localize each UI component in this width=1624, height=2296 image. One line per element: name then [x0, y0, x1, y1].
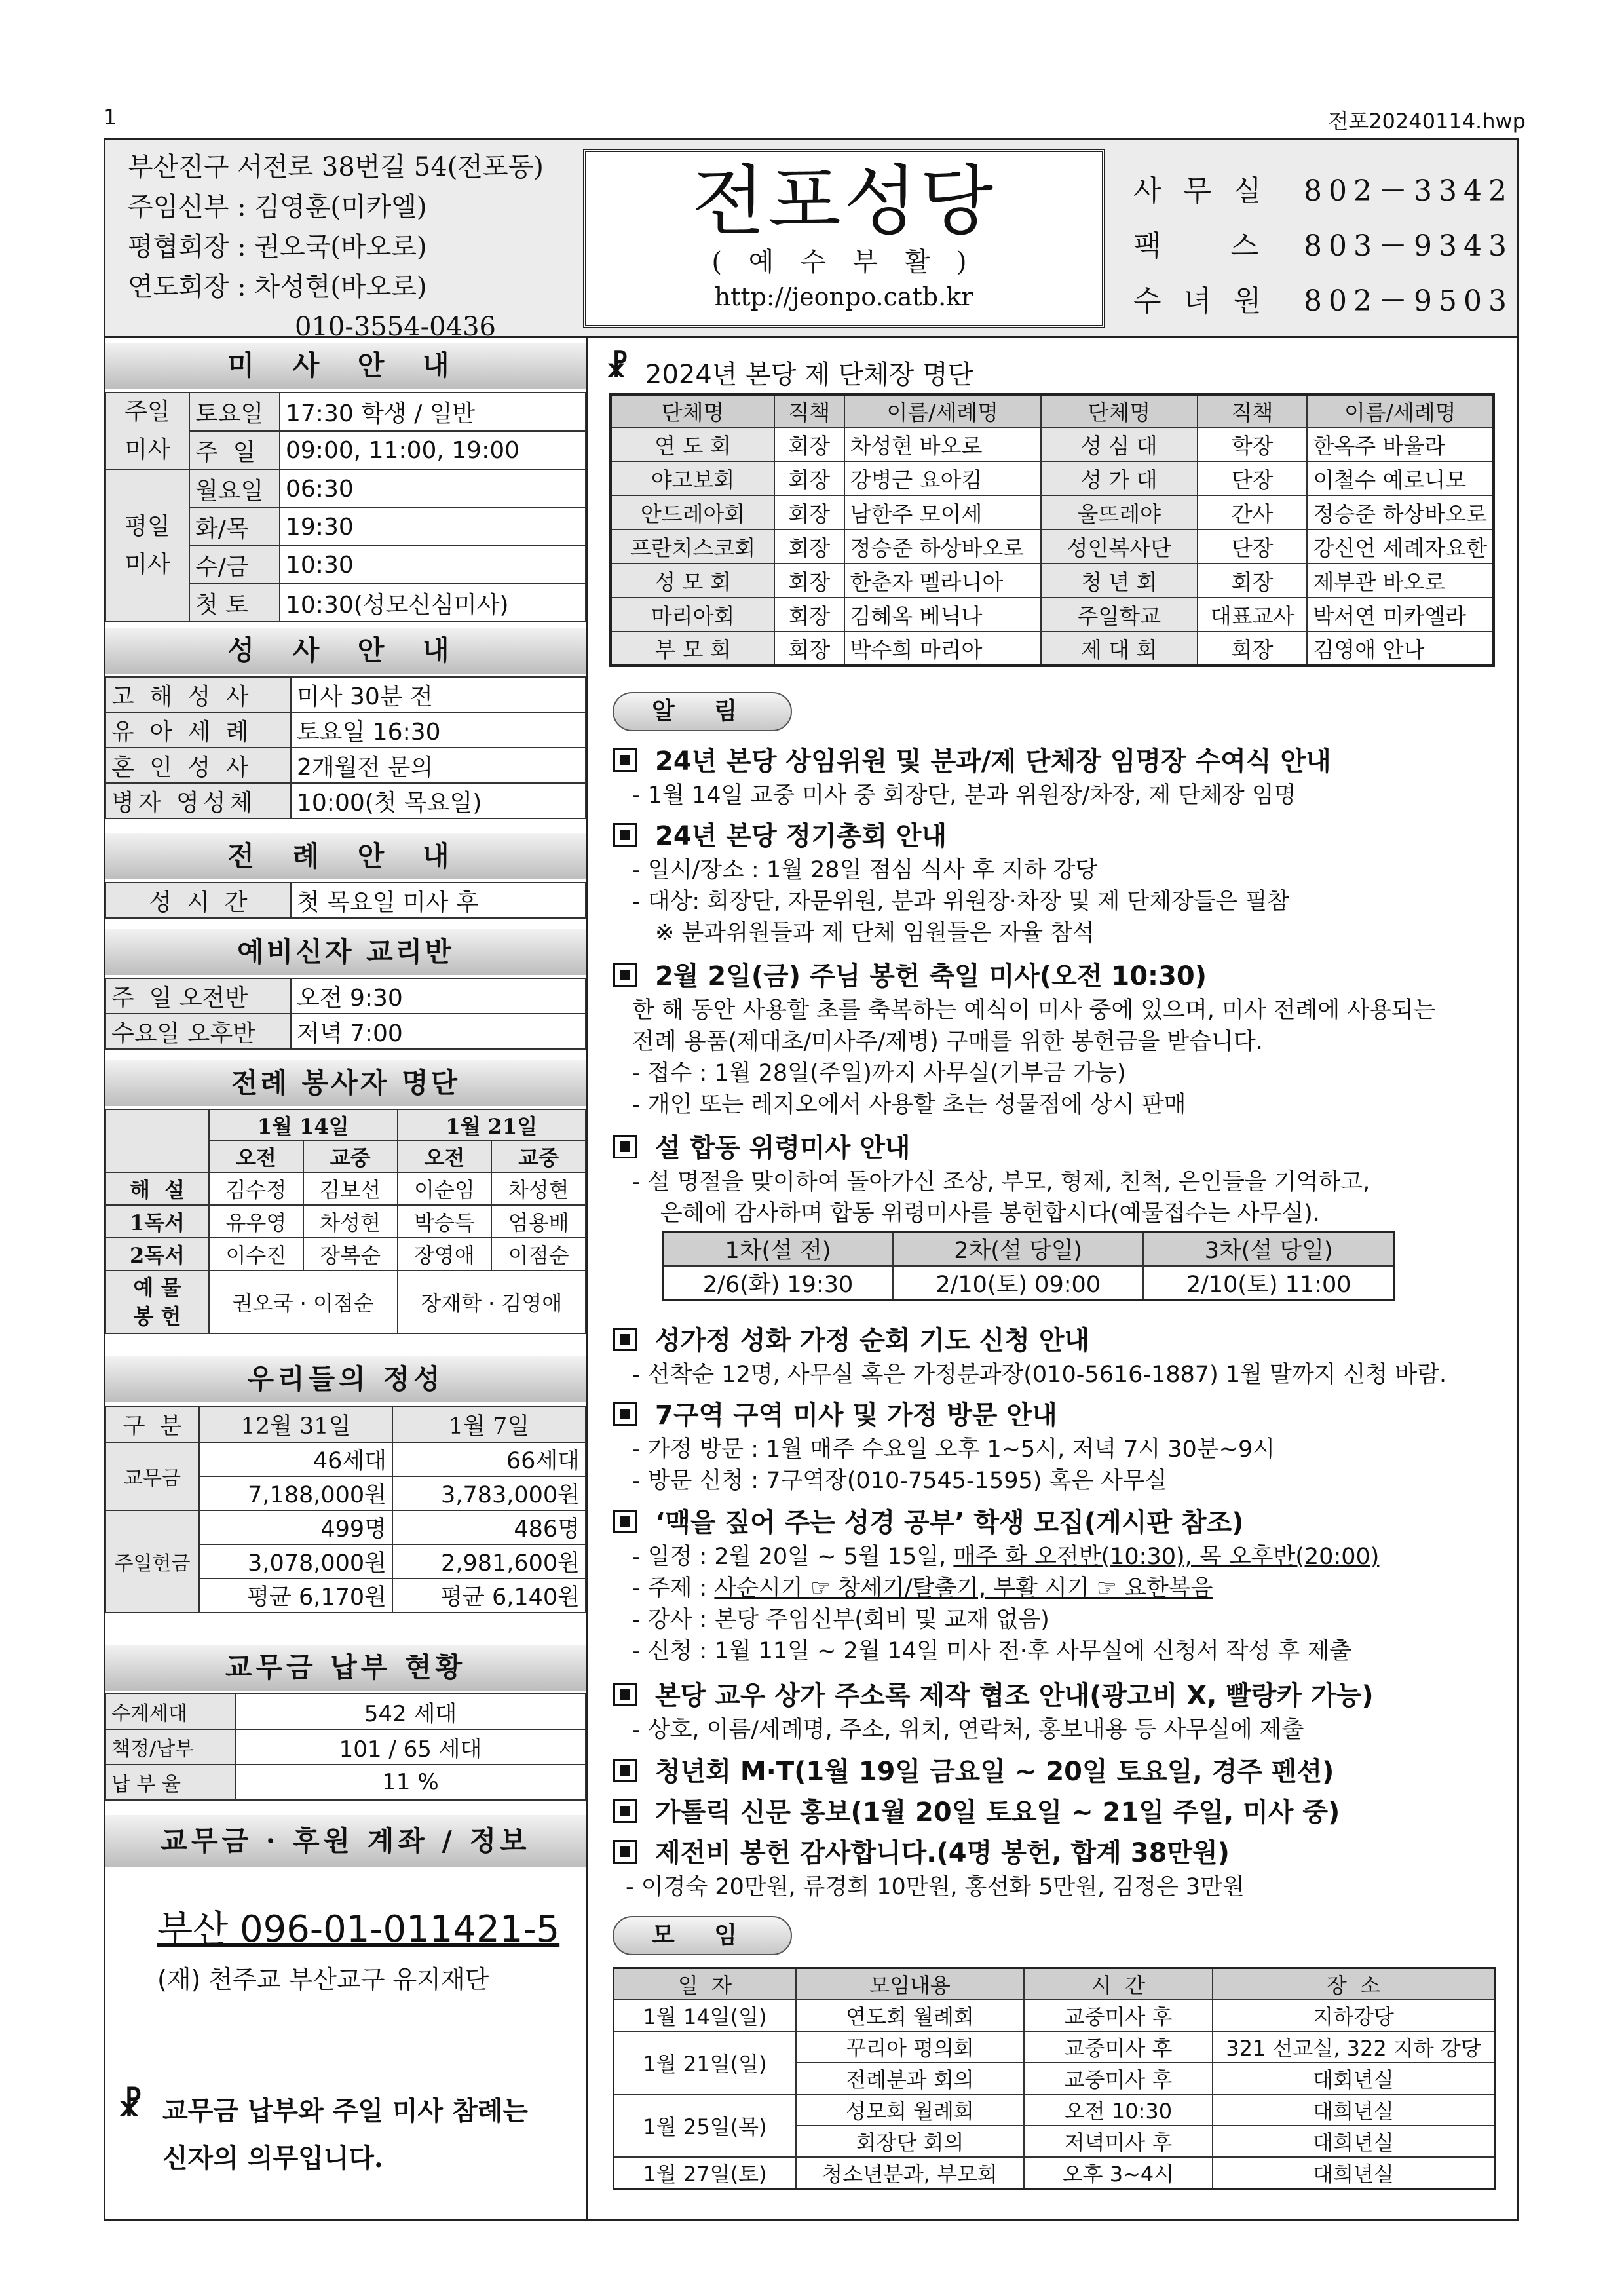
dues-status-table	[105, 1693, 586, 1801]
account-section-title: 교무금 · 후원 계좌 / 정보	[105, 1815, 586, 1867]
notice-2-line: - 대상: 회장단, 자문위원, 분과 위원장·차장 및 제 단체장들은 필참	[632, 889, 1290, 915]
server-name: 김보선	[303, 1172, 398, 1205]
server-role: 해 설	[105, 1172, 209, 1205]
group-name: 주일학교	[1041, 598, 1198, 632]
meetings-header: 모임내용	[796, 1968, 1024, 2000]
elder-chair-line: 연도회장 : 차성현(바오로)	[128, 272, 427, 302]
checkbox-bullet-icon	[613, 748, 637, 772]
mass-time: 19:30	[280, 508, 586, 546]
catechumen-label: 주 일 오전반	[105, 978, 291, 1014]
server-role: 1독서	[105, 1205, 209, 1238]
server-mass: 오전	[209, 1141, 303, 1172]
collection-label: 주일헌금	[105, 1510, 199, 1613]
group-role: 단장	[1198, 529, 1308, 564]
account-holder: (재) 천주교 부산교구 유지재단	[157, 1965, 489, 1994]
account-number: 부산 096-01-011421-5	[157, 1908, 560, 1951]
dues-value: 46세대	[199, 1442, 392, 1476]
meeting-place: 대회년실	[1213, 2063, 1495, 2094]
account-note-1: 교무금 납부와 주일 미사 참례는	[162, 2095, 529, 2126]
notice-9-title: 청년회 M·T(1월 19일 금요일 ~ 20일 토요일, 경주 펜션)	[613, 1751, 1334, 1788]
checkbox-bullet-icon	[613, 1510, 637, 1533]
notice-3-line: 한 해 동안 사용할 초를 축복하는 예식이 미사 중에 있으며, 미사 전례에 사용되는	[632, 997, 1436, 1024]
meetings-table	[613, 1967, 1496, 2190]
dues-status-section-title: 교무금 납부 현황	[105, 1645, 586, 1691]
group-name: 연 도 회	[611, 427, 774, 461]
sunday-mass-group: 주일 미사	[105, 392, 189, 470]
meeting-time: 교중미사 후	[1024, 2031, 1213, 2063]
office-phone: 사 무 실 802－3342	[1133, 174, 1513, 208]
server-name: 이순임	[398, 1172, 492, 1205]
notice-6-line: - 방문 신청 : 7구역장(010-7545-1595) 혹은 사무실	[632, 1468, 1167, 1494]
council-chair-line: 평협회장 : 권오국(바오로)	[128, 232, 427, 262]
mass-table	[105, 392, 586, 622]
group-name: 성 모 회	[611, 564, 774, 598]
meetings-label: 모 임	[613, 1916, 792, 1955]
server-date: 1월 21일	[398, 1109, 586, 1141]
group-name: 프란치스코회	[611, 529, 774, 564]
catechumen-value: 오전 9:30	[291, 978, 586, 1014]
group-role: 단장	[1198, 461, 1308, 495]
group-leader: 이철수 예로니모	[1307, 461, 1494, 495]
meeting-date: 1월 14일(일)	[614, 2000, 797, 2031]
group-role: 회장	[774, 529, 844, 564]
meeting-time: 교중미사 후	[1024, 2000, 1213, 2031]
collection-value: 499명	[199, 1510, 392, 1544]
group-role: 회장	[774, 495, 844, 529]
group-leader: 한춘자 멜라니아	[844, 564, 1041, 598]
server-name: 장복순	[303, 1238, 398, 1271]
server-name: 이점순	[491, 1238, 586, 1271]
offering-names: 장재학 · 김영애	[398, 1271, 586, 1333]
pastor-line: 주임신부 : 김영훈(미카엘)	[128, 192, 427, 222]
group-leader: 남한주 모이세	[844, 495, 1041, 529]
meeting-time: 저녁미사 후	[1024, 2126, 1213, 2157]
collection-value: 평균 6,140원	[392, 1578, 586, 1613]
groups-header: 이름/세례명	[844, 394, 1041, 427]
group-name: 성 가 대	[1041, 461, 1198, 495]
sacrament-label: 고 해 성 사	[105, 677, 291, 712]
server-name: 박승득	[398, 1205, 492, 1238]
notice-4-line: 은혜에 감사하며 합동 위령미사를 봉헌합시다(예물접수는 사무실).	[660, 1200, 1320, 1227]
donations-section-title: 우리들의 정성	[105, 1356, 586, 1402]
notice-8-line: - 상호, 이름/세례명, 주소, 위치, 연락처, 홍보내용 등 사무실에 제출	[632, 1717, 1304, 1743]
dues-value: 3,783,000원	[392, 1476, 586, 1510]
parish-url[interactable]: http://jeonpo.catb.kr	[714, 282, 973, 311]
dues-status-value: 101 / 65 세대	[235, 1729, 586, 1765]
group-name: 성인복사단	[1041, 529, 1198, 564]
notice-3-line: 전례 용품(제대초/미사주/제병) 구매를 위한 봉헌금을 받습니다.	[632, 1029, 1263, 1055]
notice-1-title: 24년 본당 상임위원 및 분과/제 단체장 임명장 수여식 안내	[613, 740, 1331, 778]
checkbox-bullet-icon	[613, 823, 637, 847]
servers-section-title: 전례 봉사자 명단	[105, 1060, 586, 1106]
memorial-mass-header: 3차(설 당일)	[1143, 1232, 1394, 1267]
checkbox-bullet-icon	[613, 1402, 637, 1426]
groups-table	[609, 393, 1495, 667]
donations-table	[105, 1406, 586, 1613]
checkbox-bullet-icon	[613, 1328, 637, 1351]
notice-7-line: - 신청 : 1월 11일 ~ 2월 14일 미사 전·후 사무실에 신청서 작성 후 제출	[632, 1638, 1352, 1664]
group-leader: 강신언 세례자요한	[1307, 529, 1494, 564]
mass-day: 주 일	[189, 431, 280, 470]
donations-header: 구 분	[105, 1407, 199, 1442]
group-leader: 제부관 바오로	[1307, 564, 1494, 598]
memorial-mass-header: 2차(설 당일)	[893, 1232, 1143, 1267]
notice-7-line: - 강사 : 본당 주임신부(회비 및 교재 없음)	[632, 1607, 1049, 1633]
notice-4-line: - 설 명절을 맞이하여 돌아가신 조상, 부모, 형제, 친척, 은인들을 기억하고,	[632, 1169, 1370, 1195]
groups-header: 단체명	[1041, 394, 1198, 427]
group-leader: 강병근 요아킴	[844, 461, 1041, 495]
mass-time: 10:30	[280, 546, 586, 584]
meeting-place: 대희년실	[1213, 2157, 1495, 2189]
sacrament-label: 병자 영성체	[105, 783, 291, 818]
elder-phone: 010-3554-0436	[295, 312, 496, 342]
meeting-topic: 전례분과 회의	[796, 2063, 1024, 2094]
collection-value: 486명	[392, 1510, 586, 1544]
meeting-date: 1월 27일(토)	[614, 2157, 797, 2189]
notice-5-line: - 선착순 12명, 사무실 혹은 가정분과장(010-5616-1887) 1월 말까지 신청 바람.	[632, 1362, 1447, 1388]
meeting-topic: 청소년분과, 부모회	[796, 2157, 1024, 2189]
collection-value: 2,981,600원	[392, 1544, 586, 1578]
chi-rho-icon: ☧	[606, 351, 629, 384]
notice-4-title: 설 합동 위령미사 안내	[613, 1127, 911, 1164]
meeting-topic: 회장단 회의	[796, 2126, 1024, 2157]
collection-value: 평균 6,170원	[199, 1578, 392, 1613]
sacrament-table	[105, 676, 586, 819]
group-role: 회장	[774, 598, 844, 632]
meeting-time: 오후 3~4시	[1024, 2157, 1213, 2189]
mass-time: 09:00, 11:00, 19:00	[280, 431, 586, 470]
server-name: 유우영	[209, 1205, 303, 1238]
memorial-mass-time: 2/6(화) 19:30	[663, 1266, 894, 1301]
mass-day: 첫 토	[189, 584, 280, 622]
collection-value: 3,078,000원	[199, 1544, 392, 1578]
server-mass: 교중	[491, 1141, 586, 1172]
liturgy-label: 성 시 간	[105, 883, 291, 918]
notice-7-line: - 주제 : 사순시기 ☞ 창세기/탈출기, 부활 시기 ☞ 요한복음	[632, 1575, 1213, 1601]
meeting-topic: 성모회 월례회	[796, 2094, 1024, 2126]
group-name: 제 대 회	[1041, 632, 1198, 666]
notice-2-title: 24년 본당 정기총회 안내	[613, 815, 947, 852]
account-note-2: 신자의 의무입니다.	[162, 2143, 383, 2173]
meeting-date: 1월 25일(목)	[614, 2094, 797, 2157]
meeting-topic: 연도회 월례회	[796, 2000, 1024, 2031]
notice-7-title: ‘맥을 짚어 주는 성경 공부’ 학생 모집(게시판 참조)	[613, 1502, 1244, 1539]
group-leader: 한옥주 바울라	[1307, 427, 1494, 461]
offering-role: 예 물 봉 헌	[105, 1271, 209, 1333]
groups-header: 직책	[774, 394, 844, 427]
memorial-mass-time: 2/10(토) 09:00	[893, 1266, 1143, 1301]
memorial-mass-table	[662, 1231, 1395, 1301]
notice-3-line: - 개인 또는 레지오에서 사용할 초는 성물점에 상시 판매	[632, 1092, 1186, 1118]
column-divider	[586, 336, 588, 2221]
weekday-mass-group: 평일 미사	[105, 470, 189, 622]
sacrament-value: 미사 30분 전	[291, 677, 586, 712]
notice-3-title: 2월 2일(금) 주님 봉헌 축일 미사(오전 10:30)	[613, 955, 1207, 993]
group-name: 청 년 회	[1041, 564, 1198, 598]
group-leader: 정승준 하상바오로	[1307, 495, 1494, 529]
sacrament-label: 혼 인 성 사	[105, 748, 291, 783]
mass-day: 수/금	[189, 546, 280, 584]
server-date: 1월 14일	[209, 1109, 398, 1141]
server-mass: 오전	[398, 1141, 492, 1172]
dues-status-label: 책정/납부	[105, 1729, 235, 1765]
notice-2-line: ※ 분과위원들과 제 단체 임원들은 자율 참석	[655, 920, 1095, 946]
memorial-mass-time: 2/10(토) 11:00	[1143, 1266, 1394, 1301]
mass-day: 화/목	[189, 508, 280, 546]
group-name: 성 심 대	[1041, 427, 1198, 461]
notice-1-line: - 1월 14일 교중 미사 중 회장단, 분과 위원장/차장, 제 단체장 임명	[632, 782, 1296, 809]
groups-header: 단체명	[611, 394, 774, 427]
meetings-header: 일 자	[614, 1968, 797, 2000]
sacrament-label: 유 아 세 례	[105, 712, 291, 748]
notice-2-line: - 일시/장소 : 1월 28일 점심 식사 후 지하 강당	[632, 857, 1098, 883]
chi-rho-icon: ☧	[118, 2087, 143, 2124]
notice-6-title: 7구역 구역 미사 및 가정 방문 안내	[613, 1394, 1057, 1432]
group-role: 회장	[1198, 564, 1308, 598]
checkbox-bullet-icon	[613, 963, 637, 987]
group-role: 회장	[774, 461, 844, 495]
meeting-topic: 꾸리아 평의회	[796, 2031, 1024, 2063]
meeting-time: 오전 10:30	[1024, 2094, 1213, 2126]
mass-time: 10:30(성모신심미사)	[280, 584, 586, 622]
meeting-place: 지하강당	[1213, 2000, 1495, 2031]
group-name: 울뜨레야	[1041, 495, 1198, 529]
catechumen-value: 저녁 7:00	[291, 1014, 586, 1049]
title-box	[583, 149, 1105, 328]
convent-phone: 수 녀 원 802－9503	[1133, 284, 1513, 318]
meeting-place: 321 선교실, 322 지하 강당	[1213, 2031, 1495, 2063]
dues-value: 66세대	[392, 1442, 586, 1476]
group-leader: 김영애 안나	[1307, 632, 1494, 666]
notices-label: 알 림	[613, 692, 792, 731]
server-name: 차성현	[491, 1172, 586, 1205]
group-name: 부 모 회	[611, 632, 774, 666]
server-name: 장영애	[398, 1238, 492, 1271]
donations-header: 1월 7일	[392, 1407, 586, 1442]
mass-time: 06:30	[280, 470, 586, 508]
checkbox-bullet-icon	[613, 1759, 637, 1782]
checkbox-bullet-icon	[613, 1840, 637, 1864]
parish-address: 부산진구 서전로 38번길 54(전포동)	[128, 152, 544, 182]
dues-status-value: 11 %	[235, 1765, 586, 1800]
server-name: 김수정	[209, 1172, 303, 1205]
group-role: 회장	[1198, 632, 1308, 666]
group-leader: 김혜옥 베닉나	[844, 598, 1041, 632]
meeting-place: 대희년실	[1213, 2094, 1495, 2126]
group-leader: 차성현 바오로	[844, 427, 1041, 461]
notice-6-line: - 가정 방문 : 1월 매주 수요일 오후 1~5시, 저녁 7시 30분~9시	[632, 1436, 1275, 1463]
dues-status-label: 납 부 율	[105, 1765, 235, 1800]
sacrament-value: 2개월전 문의	[291, 748, 586, 783]
file-name: 전포20240114.hwp	[1328, 109, 1526, 134]
liturgy-table	[105, 882, 586, 919]
dues-value: 7,188,000원	[199, 1476, 392, 1510]
group-role: 회장	[774, 632, 844, 666]
group-name: 안드레아회	[611, 495, 774, 529]
mass-day: 월요일	[189, 470, 280, 508]
meeting-date: 1월 21일(일)	[614, 2031, 797, 2094]
page-number: 1	[104, 105, 117, 130]
dues-status-value: 542 세대	[235, 1694, 586, 1729]
meetings-header: 장 소	[1213, 1968, 1495, 2000]
groups-title: 2024년 본당 제 단체장 명단	[645, 360, 973, 390]
notice-11-title: 제전비 봉헌 감사합니다.(4명 봉헌, 합계 38만원)	[613, 1832, 1230, 1869]
meeting-place: 대희년실	[1213, 2126, 1495, 2157]
dues-status-label: 수계세대	[105, 1694, 235, 1729]
group-leader: 박서연 미카엘라	[1307, 598, 1494, 632]
notice-7-line: - 일정 : 2월 20일 ~ 5월 15일, 매주 화 오전반(10:30), 목 오후반(20:00)	[632, 1544, 1380, 1570]
dues-label: 교무금	[105, 1442, 199, 1510]
mass-section-title: 미 사 안 내	[105, 343, 586, 389]
server-name: 엄용배	[491, 1205, 586, 1238]
catechumen-table	[105, 978, 586, 1050]
server-role: 2독서	[105, 1238, 209, 1271]
notice-3-line: - 접수 : 1월 28일(주일)까지 사무실(기부금 가능)	[632, 1060, 1126, 1086]
server-name: 이수진	[209, 1238, 303, 1271]
checkbox-bullet-icon	[613, 1683, 637, 1706]
sacrament-value: 10:00(첫 목요일)	[291, 783, 586, 818]
memorial-mass-header: 1차(설 전)	[663, 1232, 894, 1267]
group-name: 마리아회	[611, 598, 774, 632]
liturgy-value: 첫 목요일 미사 후	[291, 883, 586, 918]
notice-5-title: 성가정 성화 가정 순회 기도 신청 안내	[613, 1320, 1089, 1357]
notice-10-title: 가톨릭 신문 홍보(1월 20일 토요일 ~ 21일 주일, 미사 중)	[613, 1791, 1340, 1829]
checkbox-bullet-icon	[613, 1799, 637, 1823]
servers-table	[105, 1109, 586, 1334]
parish-subtitle: ( 예 수 부 활 )	[711, 247, 976, 277]
server-mass: 교중	[303, 1141, 398, 1172]
fax-phone: 팩 스 803－9343	[1133, 229, 1513, 263]
donations-header: 12월 31일	[199, 1407, 392, 1442]
meetings-header: 시 간	[1024, 1968, 1213, 2000]
parish-title: 전포성당	[691, 157, 996, 246]
notice-8-title: 본당 교우 상가 주소록 제작 협조 안내(광고비 X, 빨랑카 가능)	[613, 1675, 1374, 1712]
group-leader: 박수희 마리아	[844, 632, 1041, 666]
liturgy-section-title: 전 례 안 내	[105, 833, 586, 879]
sacrament-section-title: 성 사 안 내	[105, 628, 586, 674]
group-role: 회장	[774, 427, 844, 461]
meeting-time: 교중미사 후	[1024, 2063, 1213, 2094]
mass-day: 토요일	[189, 392, 280, 431]
group-leader: 정승준 하상바오로	[844, 529, 1041, 564]
sacrament-value: 토요일 16:30	[291, 712, 586, 748]
group-role: 간사	[1198, 495, 1308, 529]
groups-header: 직책	[1198, 394, 1308, 427]
catechumen-section-title: 예비신자 교리반	[105, 929, 586, 975]
header-info	[128, 147, 544, 347]
mass-time: 17:30 학생 / 일반	[280, 392, 586, 431]
catechumen-label: 수요일 오후반	[105, 1014, 291, 1049]
groups-header: 이름/세례명	[1307, 394, 1494, 427]
checkbox-bullet-icon	[613, 1135, 637, 1158]
group-role: 학장	[1198, 427, 1308, 461]
group-role: 회장	[774, 564, 844, 598]
server-name: 차성현	[303, 1205, 398, 1238]
group-role: 대표교사	[1198, 598, 1308, 632]
phone-list	[1133, 164, 1513, 329]
notice-11-line: - 이경숙 20만원, 류경희 10만원, 홍선화 5만원, 김정은 3만원	[626, 1874, 1245, 1900]
offering-names: 권오국 · 이점순	[209, 1271, 398, 1333]
group-name: 야고보회	[611, 461, 774, 495]
